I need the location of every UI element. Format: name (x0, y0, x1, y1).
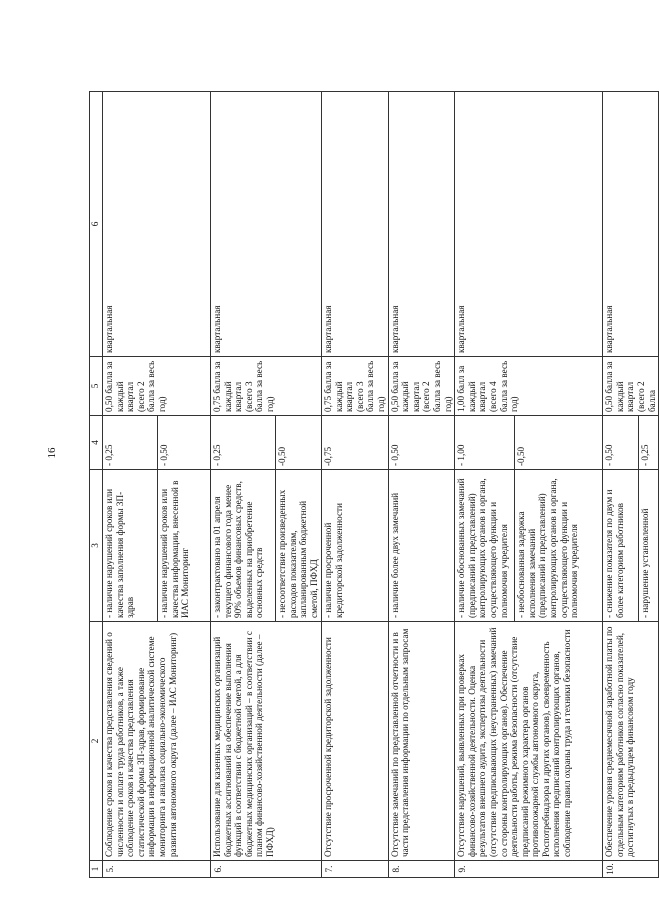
header-row (90, 92, 103, 878)
score-value: - 0,25 (211, 416, 276, 470)
row-number: 7. (322, 861, 389, 878)
score-value: - 0,25 (638, 416, 659, 470)
table-row (455, 92, 515, 878)
row-number: 9. (455, 861, 603, 878)
period: квартальная (211, 92, 322, 357)
criterion-text: Отсутствие замечаний по представленной отчетности и в части представления информации по отдельным запросам (388, 622, 455, 861)
row-number: 5. (103, 861, 211, 878)
score-value: -0,50 (515, 416, 603, 470)
condition-text: - законтрактовано на 01 апреля текущего финансового года менее 90% объемов финансовых средств, выделенных на приобретение основных средств (211, 470, 276, 622)
period: квартальная (388, 92, 455, 357)
row-number: 6. (211, 861, 322, 878)
period: квартальная (603, 92, 659, 357)
header-cell: 2 (90, 622, 103, 861)
max-score: 0,75 балла за каждый квартал (всего 3 балла за весь год) (211, 357, 322, 416)
criterion-text: Отсутствие нарушений, выявленных при проверках финансово-хозяйственной деятельности. Оценка результатов внешнего аудита, экспертизы деятельности (отсутствие предписывающих (неустраненных) замечаний со стороны контролирующих органов). Обеспечение деятельности работы, режима безопасности (отсутствие предписаний режимного характера органов противопожарной службы автономного округа, Роспотребнадзора и других органов), своевременность исполнения предписаний контролирующих органов, соблюдение правил охраны труда и техники безопасности (455, 622, 603, 861)
condition-text: - несоответствие произведенных расходов показателям, запланированным бюджетной сметой, ПФХД (276, 470, 322, 622)
score-value: - 1,00 (455, 416, 515, 470)
max-score: 1,00 балл за каждый квартал (всего 4 балла за весь год) (455, 357, 603, 416)
criterion-text: Соблюдение сроков и качества представления сведений о численности и оплате труда работников, а также соблюдение сроков и качества представления статистической формы ЗП-здрав, формирование информации в информационной аналитической системе мониторинга и анализа социально-экономического развития автономного округа (далее – ИАС Мониторинг) (103, 622, 211, 861)
score-value: - 0,25 (103, 416, 158, 470)
max-score: 0,50 балла за каждый квартал (всего 2 балла за весь год) (388, 357, 455, 416)
header-cell: 3 (90, 470, 103, 622)
period: квартальная (322, 92, 389, 357)
header-cell: 5 (90, 357, 103, 416)
rotated-page (89, 92, 657, 878)
header-cell: 1 (90, 861, 103, 878)
condition-text: - наличие обоснованных замечаний (предписаний и представлений) контролирующих органов и органа, осуществляющего функции и полномочия учредителя (455, 470, 515, 622)
condition-text: - наличие нарушений сроков или качества информации, внесенной в ИАС Мониторинг (158, 470, 211, 622)
score-value: - 0,50 (388, 416, 455, 470)
period: квартальная (103, 92, 211, 357)
table-row (103, 92, 158, 878)
score-value: -0,75 (322, 416, 389, 470)
table-row (388, 92, 455, 878)
max-score: 0,75 балла за каждый квартал (всего 3 балла за весь год) (322, 357, 389, 416)
condition-text: - нарушение установленной (638, 470, 659, 622)
score-value: -0,50 (276, 416, 322, 470)
header-cell: 4 (90, 416, 103, 470)
condition-text: - снижение показателя по двум и более категориям работников (603, 470, 638, 622)
row-number: 10. (603, 861, 659, 878)
criteria-table (89, 91, 659, 878)
criterion-text: Обеспечение уровня среднемесячной заработной платы по отдельным категориям работников согласно показателей, достигнутых в предыдущем финансовом году (603, 622, 659, 861)
table-row (211, 92, 276, 878)
page-number: 16 (46, 447, 58, 459)
table-row (322, 92, 389, 878)
condition-text: - необоснованная задержка исполнения замечаний (предписаний и представлений) контролирующих органов и органа, осуществляющего функции и полномочия учредителя (515, 470, 603, 622)
row-number: 8. (388, 861, 455, 878)
condition-text: - наличие просроченной кредиторской задолженности (322, 470, 389, 622)
criterion-text: Отсутствие просроченной кредиторской задолженности (322, 622, 389, 861)
condition-text: - наличие более двух замечаний (388, 470, 455, 622)
condition-text: - наличие нарушений сроков или качества заполнения формы ЗП-здрав (103, 470, 158, 622)
period: квартальная (455, 92, 603, 357)
max-score: 0,50 балла за каждый квартал (всего 2 балла (603, 357, 659, 416)
max-score: 0,50 балла за каждый квартал (всего 2 балла за весь год) (103, 357, 211, 416)
score-value: - 0,50 (158, 416, 211, 470)
score-value: - 0,50 (603, 416, 638, 470)
criterion-text: Использование для казенных медицинских организаций бюджетных ассигнований на обеспечение выполнения функций в соответствии с бюджетной сметой, а для бюджетных медицинских организаций – в соответствии с планом финансово-хозяйственной деятельности (далее – ПФХД) (211, 622, 322, 861)
table-row (603, 92, 638, 878)
header-cell: 6 (90, 92, 103, 357)
